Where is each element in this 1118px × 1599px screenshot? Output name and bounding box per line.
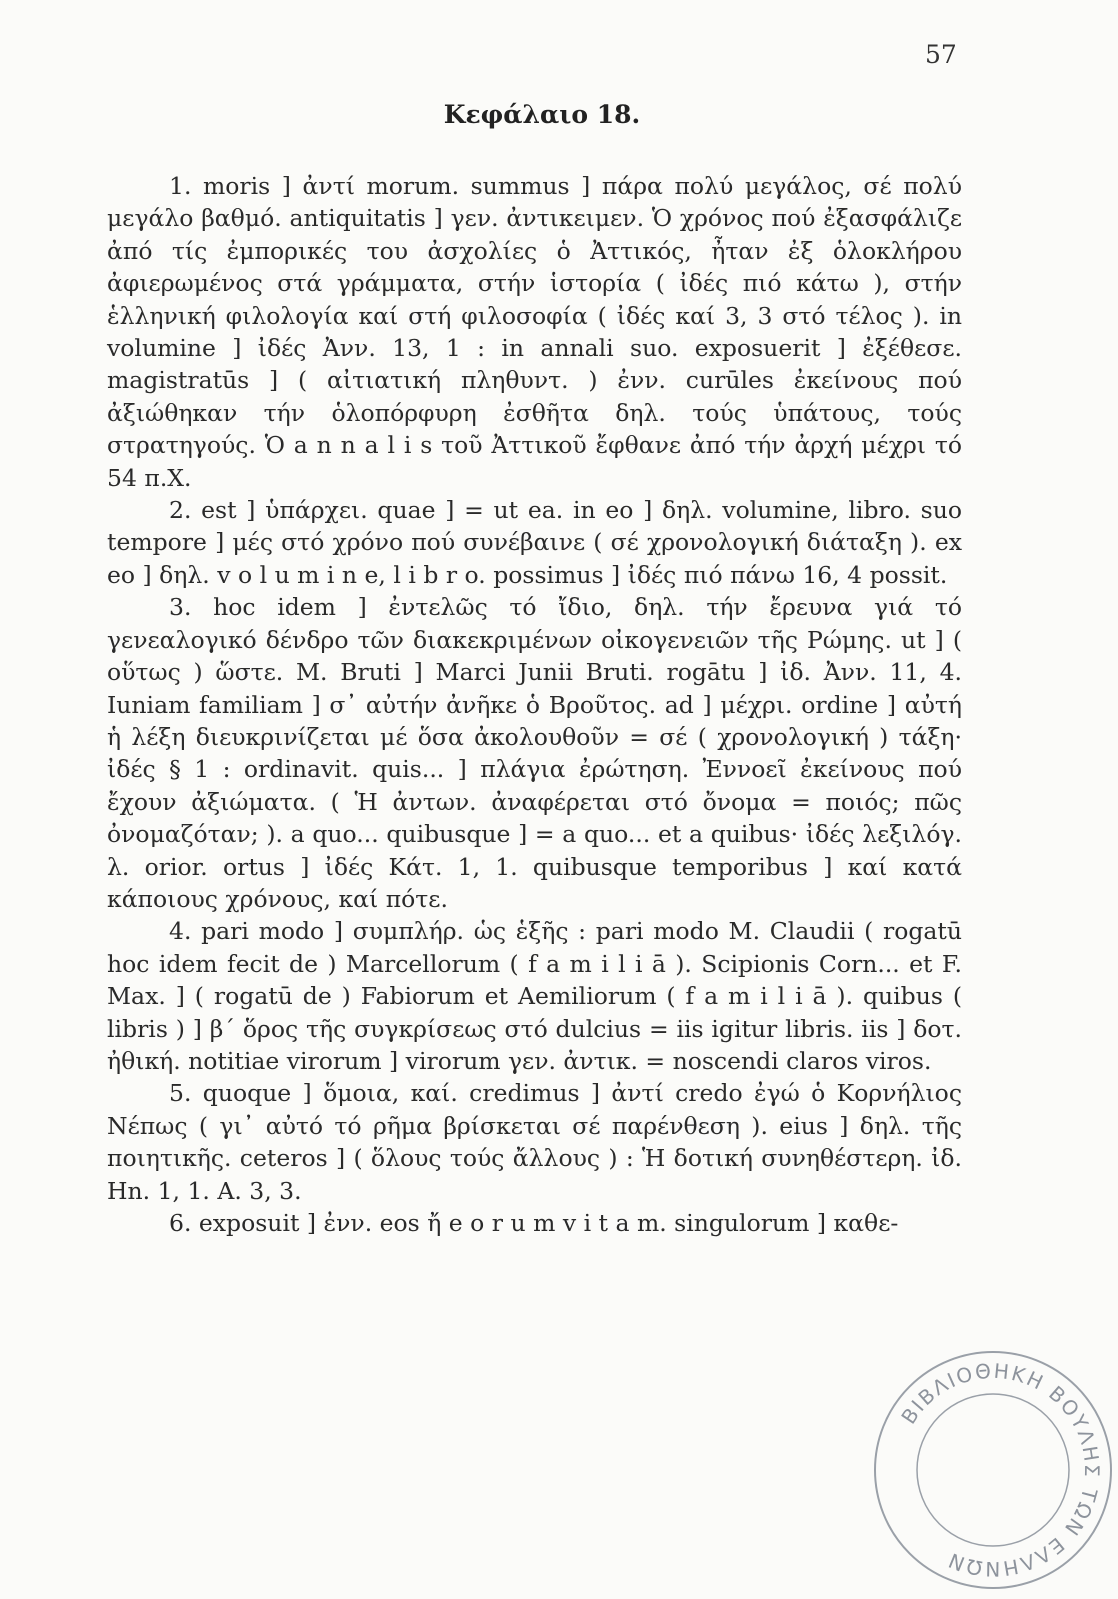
chapter-title: Κεφάλαιο 18. [443, 100, 641, 129]
library-stamp-seal-icon [868, 1345, 1118, 1595]
paragraph-3: 3. hoc idem ] ἐντελῶς τό ἴδιο, δηλ. τήν ἔρευνα γιά τό γενεαλογικό δένδρο τῶν διακεκριμένων οἰκογενειῶν τῆς Ρώμης. ut ] ( οὕτως ) ὥστε. M. Bruti ] Marci Junii Bruti. rogātu ] ἰδ. Ἀνν. 11, 4. Iuniam familiam ] σ᾽ αὐτήν ἀνῆκε ὁ Βροῦτος. ad ] μέχρι. ordine ] αὐτή ἡ λέξη διευκρινίζεται μέ ὅσα ἀκολουθοῦν = σέ ( χρονολογική ) τάξη· ἰδές § 1 : ordinavit. quis... ] πλάγια ἐρώτηση. Ἐννοεῖ ἐκείνους πού ἔχουν ἀξιώματα. ( Ἡ ἀντων. ἀναφέρεται στό ὄνομα = ποιός; πῶς ὀνομαζόταν; ). a quo... quibusque ] = a quo... et a quibus· ἰδές λεξιλόγ. λ. orior. ortus ] ἰδές Κάτ. 1, 1. quibusque temporibus ] καί κατά κάποιους χρόνους, καί πότε. [107, 593, 962, 913]
paragraph-1: 1. moris ] ἀντί morum. summus ] πάρα πολύ μεγάλος, σέ πολύ μεγάλο βαθμό. antiquitatis ] γεν. ἀντικειμεν. Ὁ χρόνος πού ἐξασφάλιζε ἀπό τίς ἐμπορικές του ἀσχολίες ὁ Ἀττικός, ἦταν ἐξ ὁλοκλήρου ἀφιερωμένος στά γράμματα, στήν ἱστορία ( ἰδές πιό κάτω ), στήν ἑλληνική φιλολογία καί στή φιλοσοφία ( ἰδές καί 3, 3 στό τέλος ). in volumine ] ἰδές Ἀνν. 13, 1 : in annali suo. exposuerit ] ἐξέθεσε. magistratūs ] ( αἰτιατική πληθυντ. ) ἐνν. curūles ἐκείνους πού ἀξιώθηκαν τήν ὁλοπόρφυρη ἐσθῆτα δηλ. τούς ὑπάτους, τούς στρατηγούς. Ὁ a n n a l i s τοῦ Ἀττικοῦ ἔφθανε ἀπό τήν ἀρχή μέχρι τό 54 π.Χ. [107, 172, 962, 492]
library-stamp-seal [868, 1345, 1118, 1595]
paragraph-6: 6. exposuit ] ἐνν. eos ἤ e o r u m v i t a m. singulorum ] καθε- [169, 1209, 899, 1237]
paragraph-2: 2. est ] ὑπάρχει. quae ] = ut ea. in eo ] δηλ. volumine, libro. suo tempore ] μές στό χρόνο πού συνέβαινε ( σέ χρονολογική διάταξη ). ex eo ] δηλ. v o l u m i n e, l i b r o. possimus ] ἰδές πιό πάνω 16, 4 possit. [107, 496, 962, 589]
page-number: 57 [925, 40, 957, 69]
seal-lettering: ΒΙΒΛΙΟΘΗΚΗ ΒΟΥΛΗΣ ΤΩΝ ΕΛΛΗΝΩΝ [896, 1358, 1105, 1582]
svg-text:ΒΙΒΛΙΟΘΗΚΗ ΒΟΥΛΗΣ ΤΩΝ ΕΛΛΗΝΩΝ [896, 1359, 1104, 1581]
commentary-text [107, 170, 962, 1239]
paragraph-5: 5. quoque ] ὅμοια, καί. credimus ] ἀντί credo ἐγώ ὁ Κορνήλιος Νέπως ( γι᾽ αὐτό τό ρῆμα βρίσκεται σέ παρένθεση ). eius ] δηλ. τῆς ποιητικῆς. ceteros ] ( ὅλους τούς ἄλλους ) : Ἡ δοτική συνηθέστερη. ἰδ. Hn. 1, 1. A. 3, 3. [107, 1079, 962, 1205]
paragraph-4: 4. pari modo ] συμπλήρ. ὡς ἑξῆς : pari modo M. Claudii ( rogatū hoc idem fecit de ) Marcellorum ( f a m i l i ā ). Scipionis Corn... et F. Max. ] ( rogatū de ) Fabiorum et Aemiliorum ( f a m i l i ā ). quibus ( libris ) ] β΄ ὅρος τῆς συγκρίσεως στό dulcius = iis igitur libris. iis ] δοτ. ἠθική. notitiae virorum ] virorum γεν. ἀντικ. = noscendi claros viros. [107, 917, 962, 1075]
